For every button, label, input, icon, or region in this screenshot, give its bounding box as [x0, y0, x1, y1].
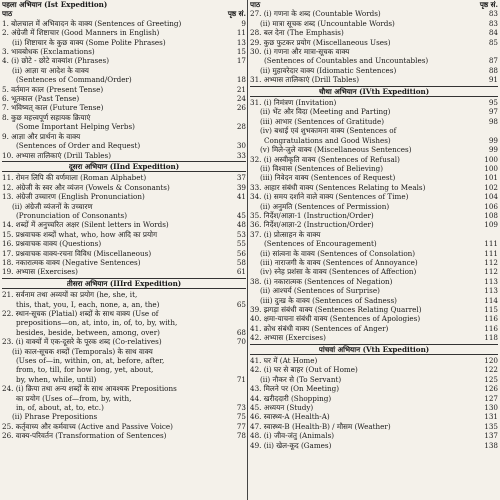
toc-entry-title: 8. कुछ महत्त्वपूर्ण सहायक क्रियाएं	[2, 112, 91, 122]
toc-entry-title: 47. स्वास्थ्य-B (Health-B) / मौसम (Weather)	[250, 421, 391, 431]
toc-entry	[2, 403, 246, 412]
section-heading	[2, 278, 246, 289]
toc-entry-page: 61	[236, 267, 246, 277]
toc-entry-page: 102	[484, 182, 498, 192]
toc-entry-title: 7. भविष्यत् काल (Future Tense)	[2, 103, 104, 113]
toc-entry	[2, 94, 246, 103]
toc-entry-page: 106	[484, 201, 498, 211]
toc-entry	[2, 75, 246, 84]
toc-entry-page: 112	[484, 267, 498, 277]
toc-entry-title: 45. अध्ययन (Study)	[250, 403, 314, 413]
toc-entry	[250, 277, 498, 286]
toc-entry	[2, 318, 246, 327]
toc-entry-title: this, that, you, I, each, none, a, an, the)	[16, 299, 160, 309]
toc-entry-title: 38. (i) नकारात्मक (Sentences of Negation)	[250, 276, 393, 286]
section-heading	[250, 344, 498, 355]
toc-entry	[250, 403, 498, 412]
toc-entry	[250, 211, 498, 220]
toc-entry-title: (Some Important Helping Verbs)	[16, 122, 135, 132]
toc-entry-page	[224, 202, 246, 211]
toc-entry-title: (ii) काल-सूचक शब्दों (Temporals) के साथ वाक्य	[12, 346, 153, 356]
toc-entry	[250, 98, 498, 107]
toc-entry-title: 42. अभ्यास (Exercises)	[250, 333, 326, 343]
toc-entry	[2, 192, 246, 201]
toc-entry-page: 24	[236, 94, 246, 104]
toc-entry	[2, 337, 246, 346]
toc-entry-title: (ii) अनुमति (Sentences of Permission)	[260, 201, 390, 211]
toc-entry	[250, 136, 498, 145]
toc-entry-page: 138	[484, 440, 498, 450]
toc-entry-page	[224, 384, 246, 393]
toc-entry	[2, 220, 246, 229]
toc-entry-page: 98	[488, 116, 498, 126]
toc-entry	[2, 122, 246, 131]
toc-entry	[250, 412, 498, 421]
toc-entry-page	[224, 394, 246, 403]
toc-entry-title: 12. अंग्रेजी के स्वर और व्यंजन (Vowels & Consonants)	[2, 182, 170, 192]
toc-entry-page	[224, 356, 246, 365]
toc-entry-title: (ii) Phrase Prepositions	[12, 412, 98, 422]
toc-entry-page: 104	[484, 192, 498, 202]
toc-entry	[250, 365, 498, 374]
toc-entry-page: 88	[488, 65, 498, 75]
toc-entry-title: 4. (i) छोटे - छोटे वाक्यांश (Phrases)	[2, 56, 109, 66]
toc-entry-title: 36. निर्देश/आज्ञा-2 (Instruction/Order)	[250, 220, 374, 230]
toc-entry-page: 127	[484, 393, 498, 403]
toc-entry-title: 17. प्रश्नवाचक वाक्य-रचना विविध (Miscellaneous)	[2, 248, 152, 258]
toc-entry	[250, 107, 498, 116]
toc-entry	[2, 365, 246, 374]
toc-entry	[250, 28, 498, 37]
toc-entry-title: 42. (i) घर से बाहर (Out of Home)	[250, 365, 358, 375]
toc-entry-page: 75	[236, 412, 246, 422]
toc-entry	[250, 422, 498, 431]
toc-entry-page: 28	[236, 122, 246, 132]
toc-entry-title: (ii) शिष्टाचार के कुछ वाक्य (Some Polite Phrases)	[12, 37, 166, 47]
toc-entry	[250, 117, 498, 126]
toc-entry-title: 18. नकारात्मक वाक्य (Negative Sentences)	[2, 257, 141, 267]
toc-entry-page: 77	[236, 421, 246, 431]
toc-entry-title: (iii) दुःख के वाक्य (Sentences of Sadness)	[260, 295, 397, 305]
toc-entry	[250, 9, 498, 18]
toc-entry-page: 87	[488, 56, 498, 66]
toc-entry-page: 111	[484, 239, 498, 249]
toc-entry-page: 11	[236, 28, 246, 38]
toc-entry-title: 26. वाक्य-परिवर्तन (Transformation of Sentences)	[2, 431, 167, 441]
toc-entry-page: 99	[488, 135, 498, 145]
toc-entry-title: 33. आहार संबंधी वाक्य (Sentences Relating to Meals)	[250, 182, 426, 192]
toc-entry-page: 71	[236, 374, 246, 384]
toc-entry-title: in, of, about, at, to, etc.)	[16, 403, 104, 413]
toc-entry-title: 2. अंग्रेजी में शिष्टाचार (Good Manners in English)	[2, 28, 160, 38]
toc-entry-page: 100	[484, 163, 498, 173]
toc-entry-title: 6. भूतकाल (Past Tense)	[2, 94, 80, 104]
toc-entry-title: 5. वर्तमान काल (Present Tense)	[2, 84, 104, 94]
toc-entry-title: (ii) सांत्वना के वाक्य (Sentences of Consolation)	[260, 248, 416, 258]
toc-entry-page: 73	[236, 403, 246, 413]
toc-entry	[2, 394, 246, 403]
toc-entry-page	[224, 309, 246, 318]
toc-entry-title: 29. कुछ फुटकर प्रयोग (Miscellaneous Uses)	[250, 37, 391, 47]
toc-entry-page: 78	[236, 431, 246, 441]
toc-entry	[250, 192, 498, 201]
column-header	[2, 0, 246, 9]
toc-entry-page: 56	[236, 248, 246, 258]
toc-entry	[2, 309, 246, 318]
toc-entry	[250, 441, 498, 450]
toc-entry-title: 1. बोलचाल में अभिवादन के वाक्य (Sentences of Greeting)	[2, 18, 182, 28]
toc-entry-page: 120	[484, 356, 498, 366]
toc-entry-page: 83	[488, 18, 498, 28]
toc-entry	[2, 202, 246, 211]
toc-entry-title: Congratulations and Good Wishes)	[264, 135, 391, 145]
toc-entry	[2, 113, 246, 122]
toc-entry-page: 109	[484, 220, 498, 230]
toc-entry	[2, 151, 246, 160]
toc-entry	[250, 173, 498, 182]
toc-entry-title: (ii) मात्रा सूचक शब्द (Uncountable Words)	[260, 18, 395, 28]
toc-entry	[2, 249, 246, 258]
toc-entry-page	[224, 132, 246, 141]
contents-column-right	[250, 0, 498, 500]
toc-entry-title: from, to, till, for how long, yet, about,	[16, 365, 154, 375]
toc-entry-title: पांचवां अभियान (Vth Expedition)	[318, 344, 430, 354]
toc-entry-page: 101	[484, 173, 498, 183]
toc-entry	[2, 290, 246, 299]
toc-entry-page: 30	[236, 141, 246, 151]
toc-entry-title: (iii) आभार (Sentences of Gratitude)	[260, 116, 385, 126]
toc-entry	[250, 164, 498, 173]
toc-entry-title: चौथा अभियान (IVth Expedition)	[318, 86, 430, 96]
toc-entry-title: 9. आज्ञा और प्रार्थना के वाक्य	[2, 131, 81, 141]
toc-entry-title: 24. (i) क्रिया तथा अन्य शब्दों के साथ आवश्यक Prepositions	[2, 384, 177, 394]
toc-entry-page	[224, 290, 246, 299]
toc-entry-page: 116	[484, 323, 498, 333]
toc-entry-page: 111	[484, 248, 498, 258]
toc-entry-page: 48	[236, 220, 246, 230]
toc-entry-page: 112	[484, 257, 498, 267]
toc-entry	[250, 431, 498, 440]
toc-entry-title: 32. (i) अस्वीकृति वाक्य (Sentences of Refusal)	[250, 154, 400, 164]
toc-entry-page	[476, 230, 498, 239]
toc-entry	[250, 56, 498, 65]
toc-entry	[2, 422, 246, 431]
toc-entry-page	[224, 365, 246, 374]
toc-entry-page: 37	[236, 173, 246, 183]
toc-entry-title: (ii) विश्वास (Sentences of Believing)	[260, 163, 384, 173]
toc-entry	[250, 286, 498, 295]
toc-entry-title: (Sentences of Command/Order)	[16, 75, 132, 85]
toc-entry	[250, 38, 498, 47]
toc-entry	[2, 384, 246, 393]
toc-entry-title: 34. (i) समय दर्शाने वाले वाक्य (Sentences of Time)	[250, 192, 409, 202]
toc-entry-page: 114	[484, 295, 498, 305]
toc-entry	[250, 230, 498, 239]
toc-entry	[250, 267, 498, 276]
toc-entry-page	[224, 113, 246, 122]
toc-entry-page: 108	[484, 210, 498, 220]
toc-entry-title: दूसरा अभियान (IInd Expedition)	[68, 161, 180, 171]
toc-entry	[2, 239, 246, 248]
toc-entry-page: 122	[484, 365, 498, 375]
toc-entry-page: 65	[236, 299, 246, 309]
toc-entry	[2, 141, 246, 150]
toc-entry-title: (ii) मुहावरेदार वाक्य (Idiomatic Sentences)	[260, 65, 397, 75]
toc-entry	[250, 249, 498, 258]
toc-entry-page: 116	[484, 314, 498, 324]
toc-entry-title: (Sentences of Countables and Uncountables)	[264, 56, 429, 66]
toc-entry-title: (iv) स्नेह प्रशंसा के वाक्य (Sentences of Affection)	[260, 267, 417, 277]
toc-entry-page: 17	[236, 56, 246, 66]
toc-entry-title: (Sentences of Encouragement)	[264, 239, 377, 249]
toc-entry-page: 83	[488, 9, 498, 19]
toc-entry	[2, 300, 246, 309]
toc-entry-title: 3. भावबोधक (Exclamations)	[2, 47, 95, 57]
column-header	[250, 0, 498, 9]
toc-entry-title: 35. निर्देश/आज्ञा-1 (Instruction/Order)	[250, 210, 374, 220]
toc-entry	[250, 296, 498, 305]
toc-entry-page: 113	[484, 276, 498, 286]
toc-entry	[250, 145, 498, 154]
toc-entry-title: (iii) निवेदन वाक्य (Sentences of Request)	[260, 173, 396, 183]
column-header	[2, 9, 246, 18]
toc-entry-title: 25. कर्तृवाच्य और कर्मवाच्य (Active and Passive Voice)	[2, 421, 173, 431]
toc-entry-title: 41. क्रोध संबंधी वाक्य (Sentences of Anger)	[250, 323, 389, 333]
toc-entry-page: 33	[236, 150, 246, 160]
toc-entry-title: (ii) नौकर से (To Servant)	[260, 374, 342, 384]
toc-entry	[2, 47, 246, 56]
toc-entry	[250, 324, 498, 333]
toc-entry-page	[224, 318, 246, 327]
toc-entry-title: पाठ	[250, 0, 261, 9]
toc-entry-page: 55	[236, 239, 246, 249]
toc-entry	[2, 173, 246, 182]
toc-entry-title: 16. प्रश्नवाचक वाक्य (Questions)	[2, 239, 102, 249]
toc-entry	[2, 28, 246, 37]
toc-entry	[250, 394, 498, 403]
toc-entry-page: पृष्ठ सं.	[479, 0, 498, 9]
toc-entry-title: (Pronunciation of Consonants)	[16, 210, 127, 220]
toc-entry	[250, 75, 498, 84]
toc-entry-page: पृष्ठ सं.	[227, 9, 246, 19]
toc-entry	[2, 375, 246, 384]
toc-entry-title: by, when, while, until)	[16, 374, 97, 384]
toc-entry-page: 26	[236, 103, 246, 113]
toc-entry-page: 115	[484, 305, 498, 314]
section-heading	[2, 161, 246, 172]
toc-entry-page: 13	[236, 37, 246, 47]
toc-entry	[250, 356, 498, 365]
toc-entry	[2, 19, 246, 28]
toc-entry-title: (v) मिले-जुले वाक्य (Miscellaneous Sentences)	[260, 145, 412, 155]
toc-entry-title: (iii) नाराजगी के वाक्य (Sentences of Annoyance)	[260, 257, 418, 267]
toc-entry	[2, 347, 246, 356]
toc-entry-page: 41	[236, 192, 246, 202]
toc-entry-page	[224, 0, 246, 9]
toc-entry-page: 18	[236, 75, 246, 85]
toc-entry-page: 135	[484, 421, 498, 431]
column-divider	[247, 0, 248, 500]
contents-column-left	[2, 0, 246, 500]
toc-entry-page	[224, 66, 246, 75]
toc-entry	[250, 126, 498, 135]
toc-entry	[2, 258, 246, 267]
toc-entry-title: (ii) आश्चर्य (Sentences of Surprise)	[260, 286, 380, 296]
toc-entry	[2, 56, 246, 65]
toc-entry	[2, 431, 246, 440]
toc-entry	[250, 220, 498, 229]
toc-entry-page: 84	[488, 28, 498, 38]
toc-entry-page: 68	[236, 327, 246, 337]
toc-entry-title: (ii) अंग्रेजी व्यंजनों के उच्चारण	[12, 201, 93, 211]
toc-entry-page: 137	[484, 431, 498, 441]
toc-entry-title: (ii) भेंट और विदा (Meeting and Parting)	[260, 107, 391, 117]
section-heading	[250, 86, 498, 97]
toc-entry-title: (iv) बधाई एवं शुभकामना वाक्य (Sentences of	[260, 126, 397, 136]
toc-entry-page: 126	[484, 384, 498, 394]
toc-entry-title: prepositions—on, at, into, in, of, to, by, with,	[16, 318, 178, 328]
toc-entry	[2, 38, 246, 47]
toc-entry	[250, 19, 498, 28]
toc-entry-title: 19. अभ्यास (Exercises)	[2, 267, 78, 277]
toc-entry-page: 118	[484, 333, 498, 343]
toc-entry-title: तीसरा अभियान (IIIrd Expedition)	[66, 278, 182, 288]
toc-entry-title: 14. शब्दों में अनुच्चरित अक्षर (Silent letters in Words)	[2, 220, 169, 230]
toc-entry-title: (Uses of—in, within, on, at, before, after,	[16, 356, 165, 366]
toc-entry-title: 43. मिलने पर (On Meeting)	[250, 384, 340, 394]
toc-entry	[250, 183, 498, 192]
toc-entry-title: 11. रोमन लिपि की वर्णमाला (Roman Alphabet)	[2, 173, 147, 183]
toc-entry	[250, 384, 498, 393]
toc-entry-title: 27. (i) गणना के शब्द (Countable Words)	[250, 9, 381, 19]
toc-entry-title: 13. अंग्रेजी उच्चारण (English Pronunciation)	[2, 192, 145, 202]
toc-entry-title: 23. (i) वाक्यों में एक-दूसरे के पूरक शब्द (Co-relatives)	[2, 337, 162, 347]
toc-entry	[2, 356, 246, 365]
toc-entry-page: 95	[488, 98, 498, 108]
toc-entry-title: 31. अभ्यास तालिकाएं (Drill Tables)	[250, 75, 360, 85]
toc-entry-page: 45	[236, 210, 246, 220]
toc-entry-page: 85	[488, 37, 498, 47]
toc-entry-page: 15	[236, 47, 246, 57]
toc-entry-page: 97	[488, 107, 498, 117]
toc-entry	[2, 85, 246, 94]
toc-entry	[250, 155, 498, 164]
toc-entry	[2, 412, 246, 421]
toc-entry-page: 53	[236, 229, 246, 239]
toc-entry	[250, 202, 498, 211]
toc-entry-title: 48. (i) जीव-जंतु (Animals)	[250, 431, 335, 441]
toc-entry-page	[476, 126, 498, 135]
toc-entry-title: 15. प्रश्नवाचक शब्दों what, who, how आदि का प्रयोग	[2, 229, 158, 239]
toc-entry-title: का प्रयोग (Uses of—from, by, with,	[16, 393, 132, 403]
toc-entry-page: 58	[236, 257, 246, 267]
toc-entry-page: 9	[241, 18, 246, 28]
toc-entry-title: (Sentences of Order and Request)	[16, 141, 141, 151]
toc-entry-page: 39	[236, 182, 246, 192]
toc-entry-title: 22. स्थान-सूचक (Platial) शब्दों के साथ वाक्य (Use of	[2, 309, 159, 318]
toc-entry-title: 37. (i) प्रोत्साहन के वाक्य	[250, 229, 321, 239]
toc-entry-page: 131	[484, 412, 498, 422]
toc-entry-page: 21	[236, 84, 246, 94]
toc-entry-page: 113	[484, 286, 498, 296]
toc-entry-title: 39. झगड़ा संबंधी वाक्य (Sentences Relating Quarrel)	[250, 305, 422, 314]
toc-entry	[2, 211, 246, 220]
toc-entry	[2, 66, 246, 75]
toc-entry	[250, 333, 498, 342]
toc-entry-page: 70	[236, 337, 246, 347]
toc-entry	[2, 103, 246, 112]
toc-entry-page: 99	[488, 145, 498, 155]
toc-entry-title: पाठ	[2, 9, 13, 19]
toc-entry	[250, 305, 498, 314]
toc-entry-title: पहला अभियान (Ist Expedition)	[2, 0, 108, 9]
toc-entry-title: 46. स्वास्थ्य-A (Health-A)	[250, 412, 330, 422]
toc-entry	[250, 314, 498, 323]
toc-entry-title: besides, beside, between, among, over)	[16, 327, 160, 337]
toc-entry-title: 31. (i) निमंत्रण (Invitation)	[250, 98, 337, 108]
toc-entry-title: 41. घर में (At Home)	[250, 356, 318, 366]
toc-entry	[2, 230, 246, 239]
toc-entry-title: 44. खरीददारी (Shopping)	[250, 393, 332, 403]
toc-entry-title: 28. बल देना (The Emphasis)	[250, 28, 344, 38]
toc-entry-title: 30. (i) गणना और मात्रा-सूचक वाक्य	[250, 47, 350, 57]
toc-entry	[250, 47, 498, 56]
toc-entry	[2, 183, 246, 192]
toc-entry-page: 91	[488, 75, 498, 85]
toc-entry	[2, 267, 246, 276]
toc-entry	[250, 375, 498, 384]
toc-entry-page: 100	[484, 154, 498, 164]
toc-entry	[2, 132, 246, 141]
toc-entry-page: 130	[484, 403, 498, 413]
toc-entry-page	[224, 347, 246, 356]
toc-entry-page	[476, 47, 498, 56]
toc-entry	[2, 328, 246, 337]
toc-entry-page: 125	[484, 374, 498, 384]
toc-entry-title: 40. क्षमा-याचना संबंधी वाक्य (Sentences of Apologies)	[250, 314, 421, 324]
toc-entry	[250, 66, 498, 75]
toc-entry-title: 49. (ii) खेल-कूद (Games)	[250, 440, 332, 450]
toc-entry-title: 21. सर्वनाम तथा अव्ययों का प्रयोग (he, she, it,	[2, 290, 138, 300]
toc-entry-title: (ii) आज्ञा या आदेश के वाक्य	[12, 65, 89, 75]
toc-entry	[250, 258, 498, 267]
toc-entry	[250, 239, 498, 248]
toc-entry-title: 10. अभ्यास तालिकाएं (Drill Tables)	[2, 150, 112, 160]
